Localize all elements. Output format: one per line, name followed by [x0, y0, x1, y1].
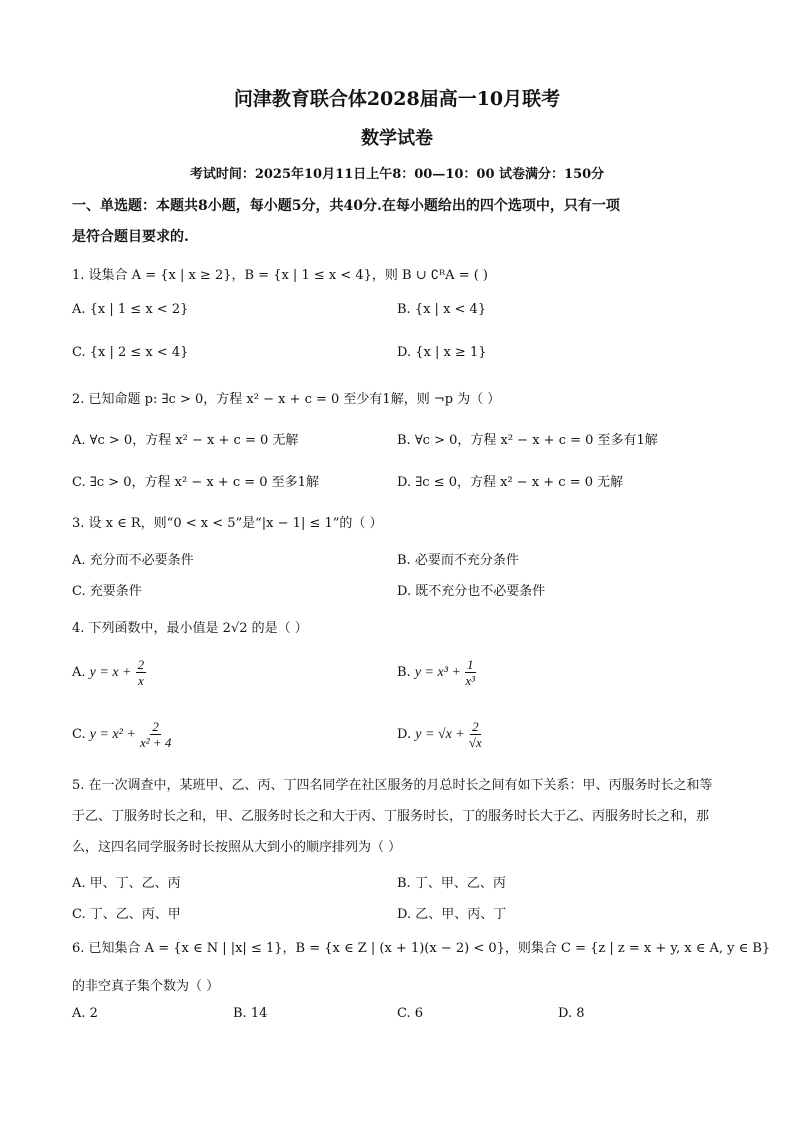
- question-2-option-b: B. ∀c > 0，方程 x² − x + c = 0 至多有1解: [397, 433, 658, 448]
- question-5-option-c: C. 丁、乙、丙、甲: [72, 907, 181, 922]
- option-d-label: D.: [397, 727, 412, 742]
- option-d-expr: y = √x +: [415, 727, 465, 742]
- option-a-fraction: $\frac{2}{x}$: [137, 657, 145, 688]
- option-a-expr: y = x +: [89, 665, 132, 680]
- question-1-option-d: D. {x | x ≥ 1}: [397, 345, 487, 360]
- question-1-option-c: C. {x | 2 ≤ x < 4}: [72, 345, 189, 360]
- option-c-fraction: $\frac{2}{\text{x² + 4}}$: [139, 719, 172, 750]
- question-4-stem: 4. 下列函数中，最小值是 2√2 的是（ ）: [72, 621, 308, 636]
- exam-subtitle: 数学试卷: [361, 128, 433, 149]
- question-5-option-b: B. 丁、甲、乙、丙: [397, 876, 506, 891]
- option-c-label: C.: [72, 727, 86, 742]
- section-heading-line1: 一、单选题：本题共8小题，每小题5分，共40分.在每小题给出的四个选项中，只有一项: [72, 198, 620, 214]
- question-6-option-c: C. 6: [397, 1006, 424, 1021]
- option-d-fraction: $\frac{2}{√x}$: [468, 719, 482, 750]
- question-1-option-b: B. {x | x < 4}: [397, 302, 487, 317]
- question-4-option-d: [397, 719, 482, 750]
- question-5-option-a: A. 甲、丁、乙、丙: [72, 876, 181, 891]
- question-2-stem: 2. 已知命题 p: ∃c > 0，方程 x² − x + c = 0 至少有1解，则 ¬p 为（ ）: [72, 392, 501, 407]
- question-2-option-a: A. ∀c > 0，方程 x² − x + c = 0 无解: [72, 433, 299, 448]
- question-6-option-d: D. 8: [558, 1006, 585, 1021]
- option-a-label: A.: [72, 665, 86, 680]
- question-3-stem: 3. 设 x ∈ R，则“0 < x < 5”是“|x − 1| ≤ 1”的（ ）: [72, 516, 383, 531]
- question-3-option-d: D. 既不充分也不必要条件: [397, 584, 546, 599]
- question-4-option-b: [397, 657, 476, 688]
- exam-meta: 考试时间：2025年10月11日上午8：00—10：00 试卷满分：150分: [189, 167, 605, 182]
- question-3-option-b: B. 必要而不充分条件: [397, 553, 519, 568]
- option-c-expr: y = x² +: [89, 727, 136, 742]
- option-b-fraction: $\frac{1}{\text{x³}}$: [465, 657, 476, 688]
- question-2-option-c: C. ∃c > 0，方程 x² − x + c = 0 至多1解: [72, 475, 319, 490]
- question-3-option-a: A. 充分而不必要条件: [72, 553, 194, 568]
- option-b-label: B.: [397, 665, 411, 680]
- question-1-option-a: A. {x | 1 ≤ x < 2}: [72, 302, 189, 317]
- question-6-stem-continued: 的非空真子集个数为（ ）: [72, 979, 220, 994]
- question-4-option-c: [72, 719, 171, 750]
- question-2-option-d: D. ∃c ≤ 0，方程 x² − x + c = 0 无解: [397, 475, 624, 490]
- question-3-option-c: C. 充要条件: [72, 584, 142, 599]
- question-5-option-d: D. 乙、甲、丙、丁: [397, 907, 507, 922]
- question-6-stem: 6. 已知集合 A = {x ∈ N | |x| ≤ 1}，B = {x ∈ Z | (x + 1)(x − 2) < 0}，则集合 C = {z | z = x + y, x ∈ A, y ∈ B}: [72, 941, 771, 956]
- exam-title: 问津教育联合体2028届高一10月联考: [233, 88, 561, 110]
- question-6-option-a: A. 2: [72, 1006, 98, 1021]
- question-5-stem: 5. 在一次调查中，某班甲、乙、丙、丁四名同学在社区服务的月总时长之间有如下关系：甲、丙服务时长之和等于乙、丁服务时长之和，甲、乙服务时长之和大于丙、丁服务时长，丁的服务时长大于乙、丙服务时长之和，那么，这四名同学服务时长按照从大到小的顺序排列为（ ）: [72, 778, 713, 855]
- section-heading-line2: 是符合题目要求的.: [72, 229, 189, 245]
- question-4-option-a: [72, 657, 146, 688]
- question-1-stem: 1. 设集合 A = {x | x ≥ 2}，B = {x | 1 ≤ x < 4}，则 B ∪ ∁ᴿA = ( ): [72, 268, 489, 283]
- question-6-option-b: B. 14: [233, 1006, 268, 1021]
- option-b-expr: y = x³ +: [414, 665, 461, 680]
